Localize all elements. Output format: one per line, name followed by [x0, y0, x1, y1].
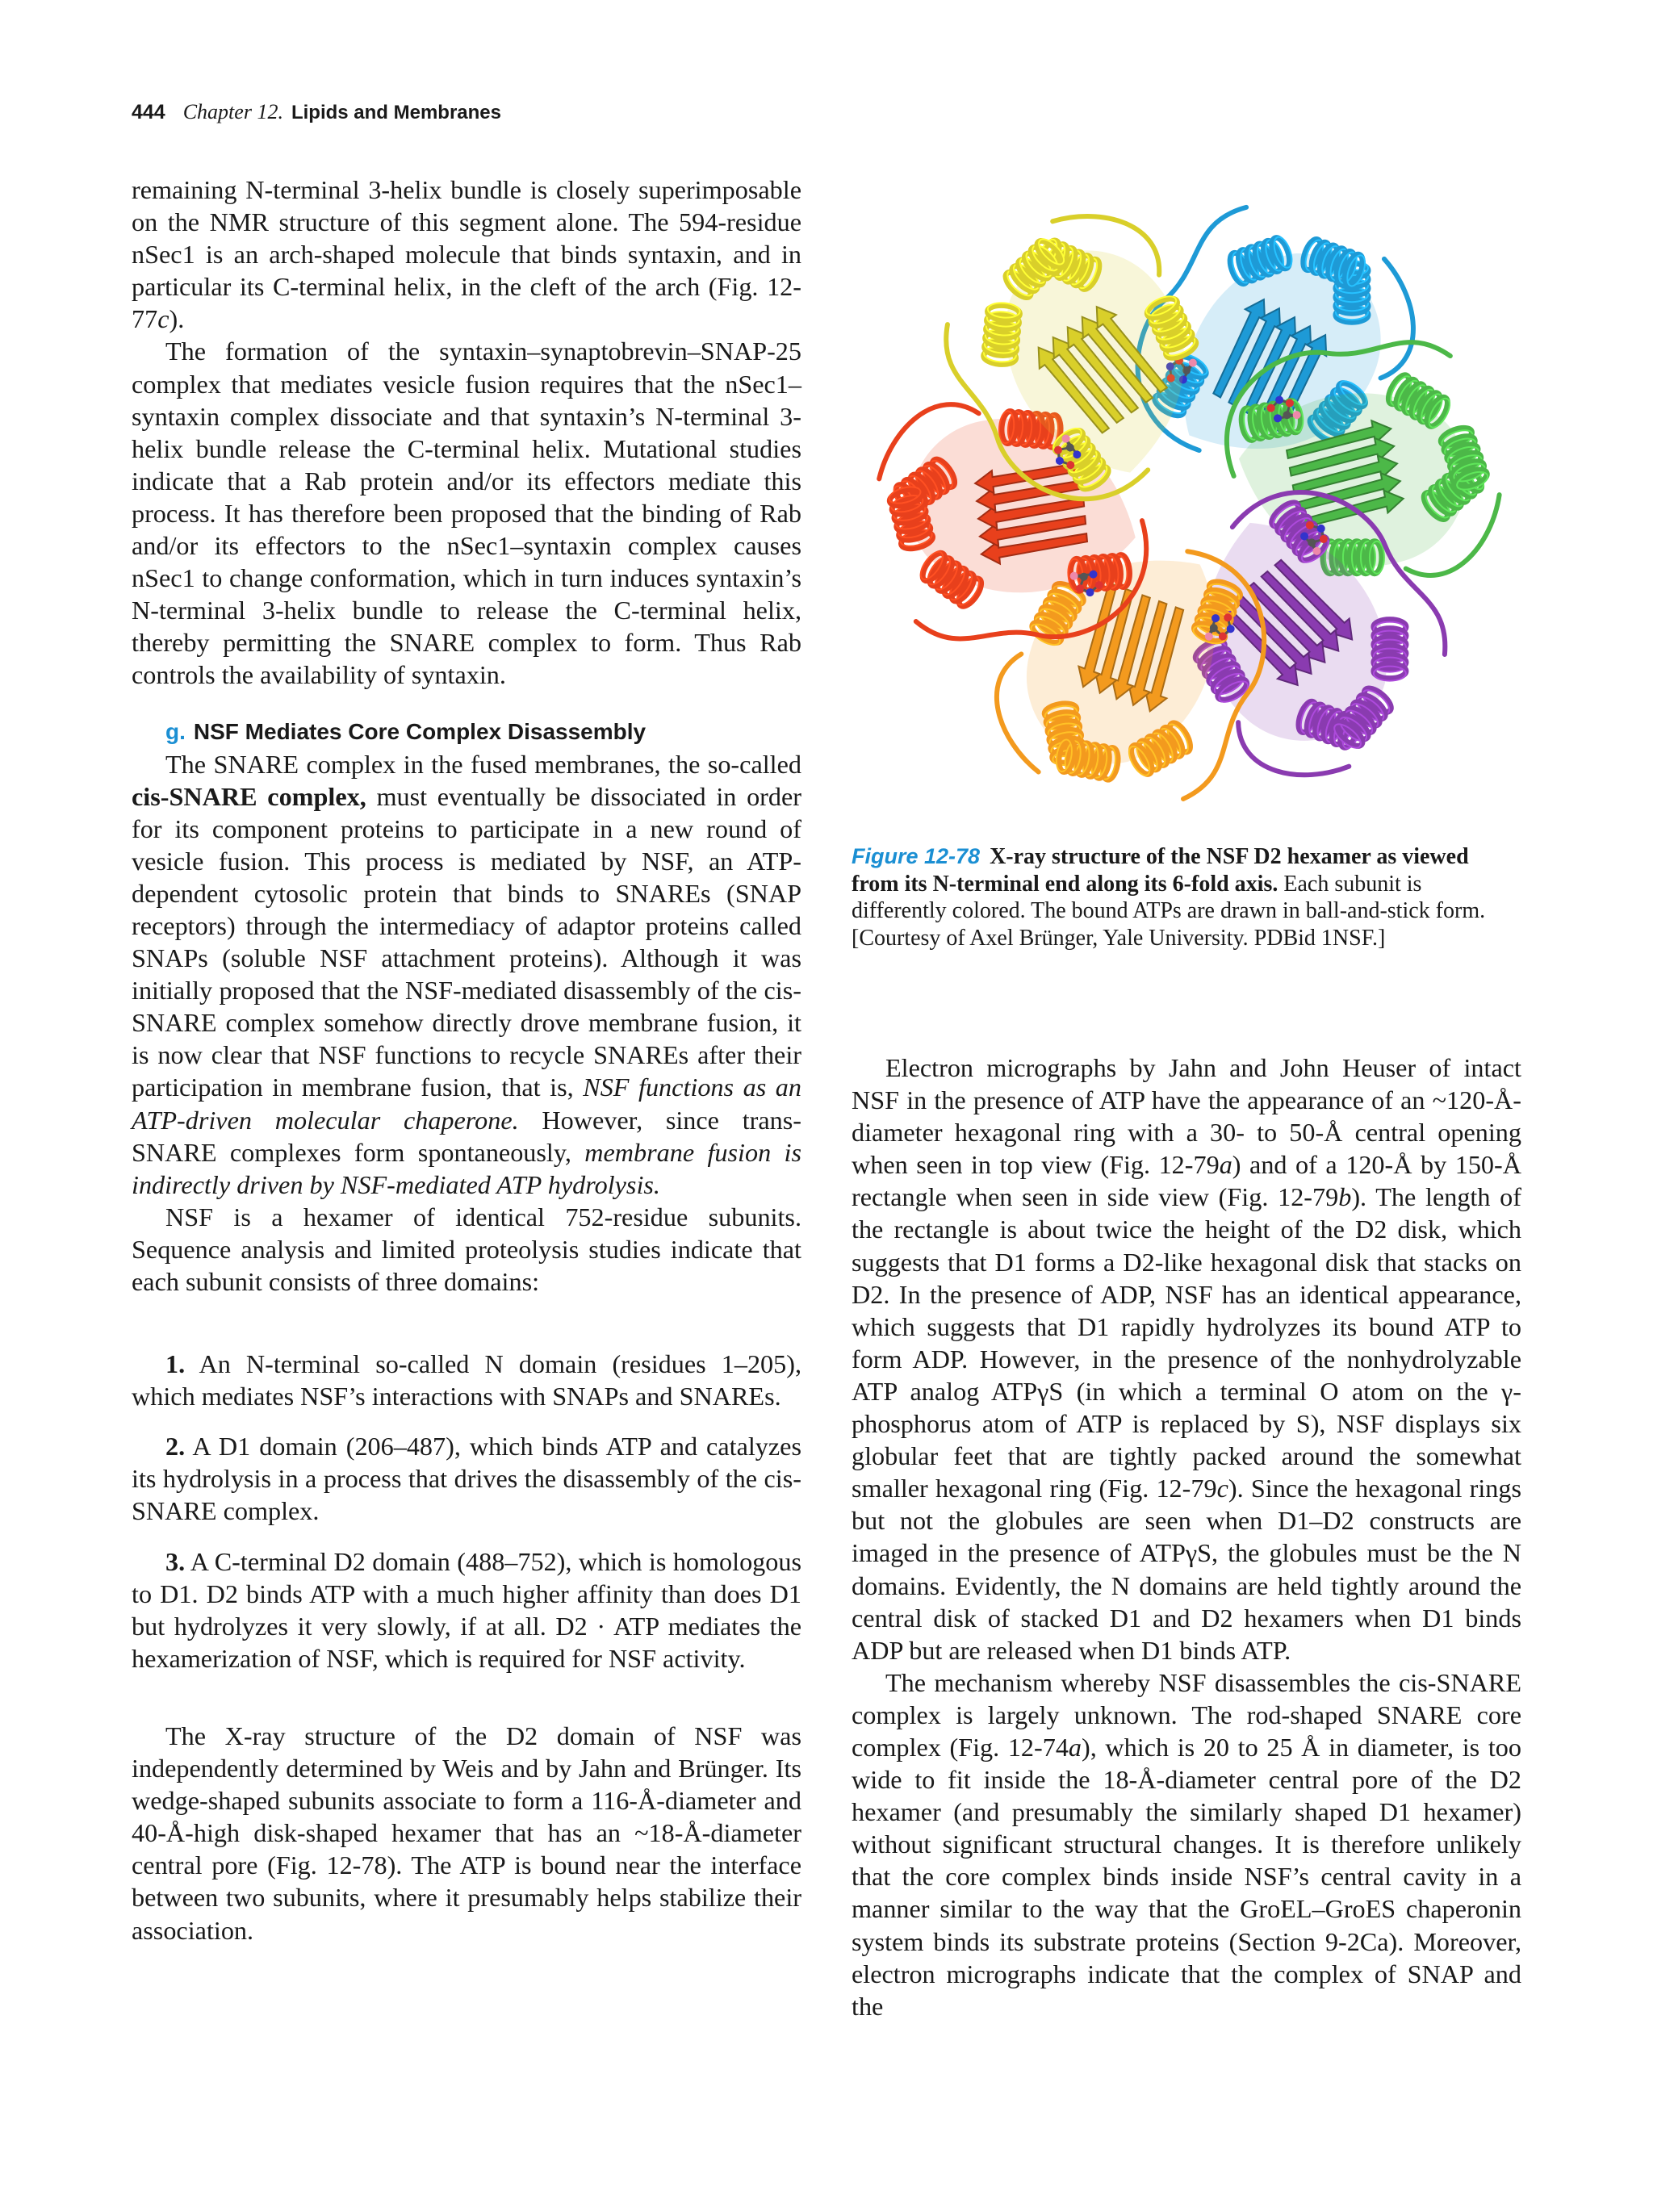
section-title: NSF Mediates Core Complex Disassembly — [193, 718, 647, 744]
figure-title: X-ray structure of the NSF D2 hexamer as viewed from its N-terminal end along its 6-fold axis. — [852, 844, 1469, 897]
figure-text: Each subunit is differently colored. The bound ATPs are drawn in ball-and-stick form. [Courtesy of Axel Brünger, Yale University. PDBid 1NSF.] — [852, 871, 1486, 951]
paragraph: The mechanism whereby NSF disassembles the cis-SNARE complex is largely unknown. The rod-shaped SNARE core complex (Fig. 12-74a), which is 20 to 25 Å in diameter, is too wide to fit inside the 18-Å-diameter central pore of the D2 hexamer (and presumably the similarly shaped D1 hexamer) without significant structural changes. It is therefore unlikely that the core complex binds inside NSF’s central cavity in a manner similar to the way that the GroEL–GroES chaperonin system binds its substrate proteins (Section 9-2Ca). Moreover, electron micrographs indicate that the complex of SNAP and the — [852, 1667, 1521, 2021]
list-item: 3. A C-terminal D2 domain (488–752), which is homologous to D1. D2 binds ATP with a much higher affinity than does D1 but hydrolyzes it very slowly, if at all. D2 · ATP mediates the hexamerization of NSF, which is required for NSF activity. — [132, 1546, 801, 1673]
figure-caption — [852, 843, 1521, 951]
paragraph: The SNARE complex in the fused membranes, the so-called cis-SNARE complex, must eventually be dissociated in order for its component proteins to participate in a new round of vesicle fusion. This process is mediated by NSF, an ATP-dependent cytosolic protein that binds to SNAREs (SNAP receptors) through the intermediacy of adaptor proteins called SNAPs (soluble NSF attachment proteins). Although it was initially proposed that the NSF-mediated disassembly of the cis-SNARE complex somehow directly drove membrane fusion, it is now clear that NSF functions to recycle SNAREs after their participation in membrane fusion, that is, NSF functions as an ATP-driven molecular chaperone. However, since trans-SNARE complexes form spontaneously, membrane fusion is indirectly driven by NSF-mediated ATP hydrolysis. — [132, 749, 801, 1199]
list-item: 1. An N-terminal so-called N domain (residues 1–205), which mediates NSF’s interactions with SNAPs and SNAREs. — [132, 1349, 801, 1411]
paragraph: The X-ray structure of the D2 domain of NSF was independently determined by Weis and by Jahn and Brünger. Its wedge-shaped subunits associate to form a 116-Å-diameter and 40-Å-high disk-shaped hexamer that has an ~18-Å-diameter central pore (Fig. 12-78). The ATP is bound near the interface between two subunits, where it presumably helps stabilize their association. — [132, 1721, 801, 1945]
paragraph: remaining N-terminal 3-helix bundle is closely superimposable on the NMR structure of this segment alone. The 594-residue nSec1 is an arch-shaped molecule that binds syntaxin, and in particular its C-terminal helix, in the cleft of the arch (Fig. 12-77c). — [132, 175, 801, 334]
left-column — [132, 174, 801, 1946]
paragraph: Electron micrographs by Jahn and John Heuser of intact NSF in the presence of ATP have the appearance of an ~120-Å-diameter hexagonal ring with a 30- to 50-Å central opening when seen in top view (Fig. 12-79a) and of a 120-Å by 150-Å rectangle when seen in side view (Fig. 12-79b). The length of the rectangle is about twice the height of the D2 disk, which suggests that D1 forms a D2-like hexagonal disk that stacks on D2. In the presence of ADP, NSF has an identical appearance, which suggests that D1 rapidly hydrolyzes its bound ATP to form ADP. However, in the presence of the nonhydrolyzable ATP analog ATPγS (in which a terminal O atom on the γ-phosphorus atom of ATP is replaced by S), NSF displays six globular feet that are tightly packed around the somewhat smaller hexagonal ring (Fig. 12-79c). Since the hexagonal rings but not the globules are seen when D1–D2 constructs are imaged in the presence of ATPγS, the globules must be the N domains. Evidently, the N domains are held tightly around the central disk of stacked D1 and D2 hexamers when D1 binds ADP but are released when D1 binds ATP. — [852, 1053, 1522, 1665]
list-item: 2. A D1 domain (206–487), which binds ATP and catalyzes its hydrolysis in a process that drives the disassembly of the cis-SNARE complex. — [132, 1432, 801, 1526]
section-heading — [132, 716, 801, 748]
paragraph: The formation of the syntaxin–synaptobrevin–SNAP-25 complex that mediates vesicle fusion requires that the nSec1–syntaxin complex dissociate and that syntaxin’s N-terminal 3-helix bundle release the C-terminal helix. Mutational studies indicate that a Rab protein and/or its effectors mediate this process. It has therefore been proposed that the binding of Rab and/or its effectors to the nSec1–syntaxin complex causes nSec1 to change conformation, which in turn induces syntaxin’s N-terminal 3-helix bundle to release the C-terminal helix, thereby permitting the SNARE complex to form. Thus Rab controls the availability of syntaxin. — [132, 337, 801, 690]
paragraph: NSF is a hexamer of identical 752-residue subunits. Sequence analysis and limited proteolysis studies indicate that each subunit consists of three domains: — [132, 1202, 801, 1296]
section-letter: g. — [165, 718, 186, 744]
running-header — [132, 100, 501, 132]
chapter-number: Chapter 12. — [182, 100, 283, 123]
chapter-title: Lipids and Membranes — [291, 102, 502, 123]
figure-label: Figure 12-78 — [852, 844, 981, 868]
right-column — [852, 1052, 1521, 2022]
nsf-hexamer-figure — [852, 174, 1521, 819]
page-number: 444 — [132, 101, 165, 123]
protein-ribbon-image — [852, 174, 1521, 819]
